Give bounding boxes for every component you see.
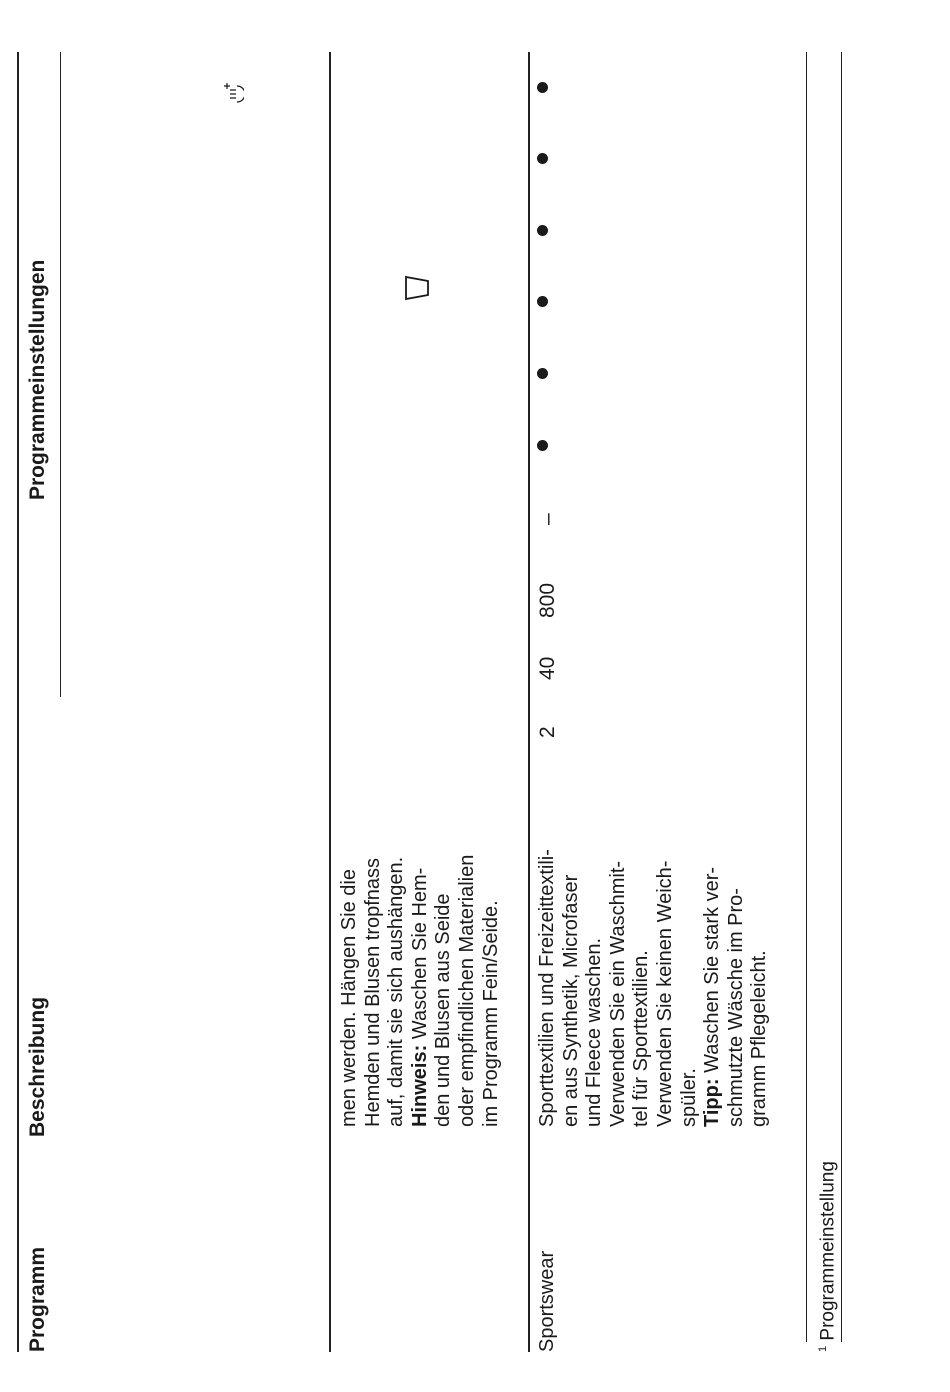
row2-program: Sportswear <box>536 1250 558 1352</box>
header-programm: Programm <box>26 1246 49 1352</box>
setting-mark-6 <box>537 82 548 93</box>
row2-desc-line-4: Verwenden Sie ein Waschmit- <box>606 860 629 1127</box>
row2-value-1: 2 <box>536 726 559 738</box>
setting-mark-4 <box>537 225 548 236</box>
row2-value-3: 800 <box>536 582 559 618</box>
row2-tip-first-line: Waschen Sie stark ver- <box>701 866 724 1079</box>
rule-bottom <box>806 52 807 1342</box>
row1-desc-line-2: Hemden und Blusen tropfnass <box>361 857 384 1127</box>
row2-description <box>536 849 772 1127</box>
setting-mark-5 <box>537 153 548 164</box>
row2-tip-line-2: schmutzte Wäsche im Pro- <box>724 888 747 1127</box>
header-programmeinstellungen: Programmeinstellungen <box>26 259 49 500</box>
row2-desc-line-6: Verwenden Sie keinen Weich- <box>653 860 676 1127</box>
row2-value-2: 40 <box>536 656 559 680</box>
row2-tip-line-1 <box>701 849 725 1127</box>
row2-desc-line-2: en aus Synthetik, Microfaser <box>559 874 582 1127</box>
footnote-marker: 1 <box>817 1345 829 1352</box>
header-beschreibung: Beschreibung <box>26 996 49 1137</box>
tub-outline-icon <box>402 274 432 302</box>
stain-plus-icon <box>222 82 244 104</box>
row1-note-first-line: Waschen Sie Hem- <box>408 867 431 1045</box>
rule-row-separator-1 <box>329 52 331 1352</box>
rule-top <box>17 52 19 1352</box>
row1-note-line-3: oder empfindlichen Materialien <box>455 854 478 1127</box>
row1-note-line-2: den und Blusen aus Seide <box>432 893 455 1127</box>
row1-note-line-4: im Programm Fein/Seide. <box>479 900 502 1127</box>
rule-settings-sub <box>60 52 61 697</box>
row1-desc-line-3: auf, damit sie sich aushängen. <box>385 856 408 1127</box>
row2-desc-line-1: Sporttextilien und Freizeittextili- <box>536 849 558 1127</box>
setting-mark-2 <box>537 368 548 379</box>
row2-desc-line-7: spüler. <box>677 1068 700 1127</box>
row2-value-4: – <box>536 513 559 525</box>
setting-mark-1 <box>537 440 548 451</box>
footnote-text: Programmeinstellung <box>817 1161 839 1341</box>
rule-footnote <box>841 52 842 1342</box>
rule-row-separator-2 <box>528 52 530 1352</box>
row2-desc-line-3: und Fleece waschen. <box>583 937 606 1127</box>
row2-desc-line-5: tel für Sporttextilien. <box>630 950 653 1127</box>
row1-note-label: Hinweis: <box>408 1044 431 1127</box>
footnote <box>812 1161 839 1352</box>
setting-mark-3 <box>537 296 548 307</box>
row2-tip-label: Tipp: <box>701 1078 724 1127</box>
row1-note-line-1 <box>409 855 433 1127</box>
row2-tip-line-3: gramm Pflegeleicht. <box>748 950 771 1127</box>
row1-desc-line-1: men werden. Hängen Sie die <box>338 869 360 1127</box>
row1-description <box>338 855 503 1127</box>
